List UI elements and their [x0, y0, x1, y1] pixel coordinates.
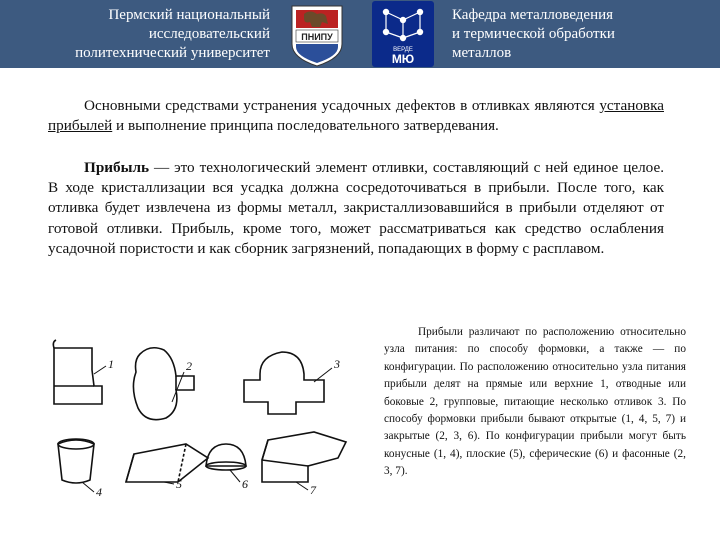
riser-7-drawing [262, 432, 346, 482]
figure-label-5: 5 [176, 477, 182, 491]
term-riser: Прибыль [84, 159, 150, 176]
department-logo [370, 0, 436, 68]
classification-text: Прибыли различают по расположению относительно узла питания: по способу формовки, а также — по конфигурации. По расположению относительно узла питания прибыли делят на прямые или верхние 1, отводные или боковые 2, групповые, питающие несколько отливок 3. По способу формовки прибыли бывают открытые (1, 4, 5, 7) и закрытые (2, 3, 6). По конфигурации прибыли могут быть конусные (1, 4), плоские (5), сферические (6) и фасонные (2, 3, 7). [384, 326, 686, 478]
figure-label-2: 2 [186, 359, 192, 373]
riser-6-drawing [206, 444, 246, 470]
figure-label-6: 6 [242, 477, 248, 491]
figure-label-3: 3 [334, 357, 340, 371]
riser-4-drawing [58, 439, 94, 483]
riser-1-drawing [53, 340, 102, 404]
figure-label-7: 7 [310, 483, 316, 497]
header-bar [0, 0, 720, 68]
university-name: Пермский национальный исследовательский политехнический университет [75, 7, 270, 61]
department-logo-text: МЮ [391, 52, 415, 66]
pnipu-logo-text: ПНИПУ [301, 32, 333, 42]
figure-label-1: 1 [108, 357, 114, 371]
figure-label-4: 4 [96, 485, 102, 499]
riser-3-drawing [244, 352, 324, 414]
pnipu-logo [286, 0, 348, 68]
riser-types-figure [46, 332, 376, 512]
department-logo-small: ВЕРДЕ [393, 47, 413, 53]
link-risers[interactable]: установка прибылей [48, 97, 664, 135]
riser-definition-paragraph: Прибыль — это технологический элемент отливки, составляющий с ней единое целое. В ходе кристаллизации вся усадка должна сосредоточиваться в прибыли. После того, как отливка будет извлечена из формы металл, закристаллизовавшийся в прибыли отделяют от готовой отливки. Прибыль, кроме того, может рассматриваться как средство ослабления усадочной пористости и как сборник загрязнений, попадающих в форму с расплавом. [48, 159, 664, 257]
intro-paragraph: Основными средствами устранения усадочных дефектов в отливках являются установка прибылей и выполнение принципа последовательного затвердевания. [48, 97, 664, 135]
riser-5-drawing [126, 444, 208, 482]
riser-2-drawing [133, 348, 194, 420]
department-name: Кафедра металловедения и термической обработки металлов [452, 7, 615, 61]
